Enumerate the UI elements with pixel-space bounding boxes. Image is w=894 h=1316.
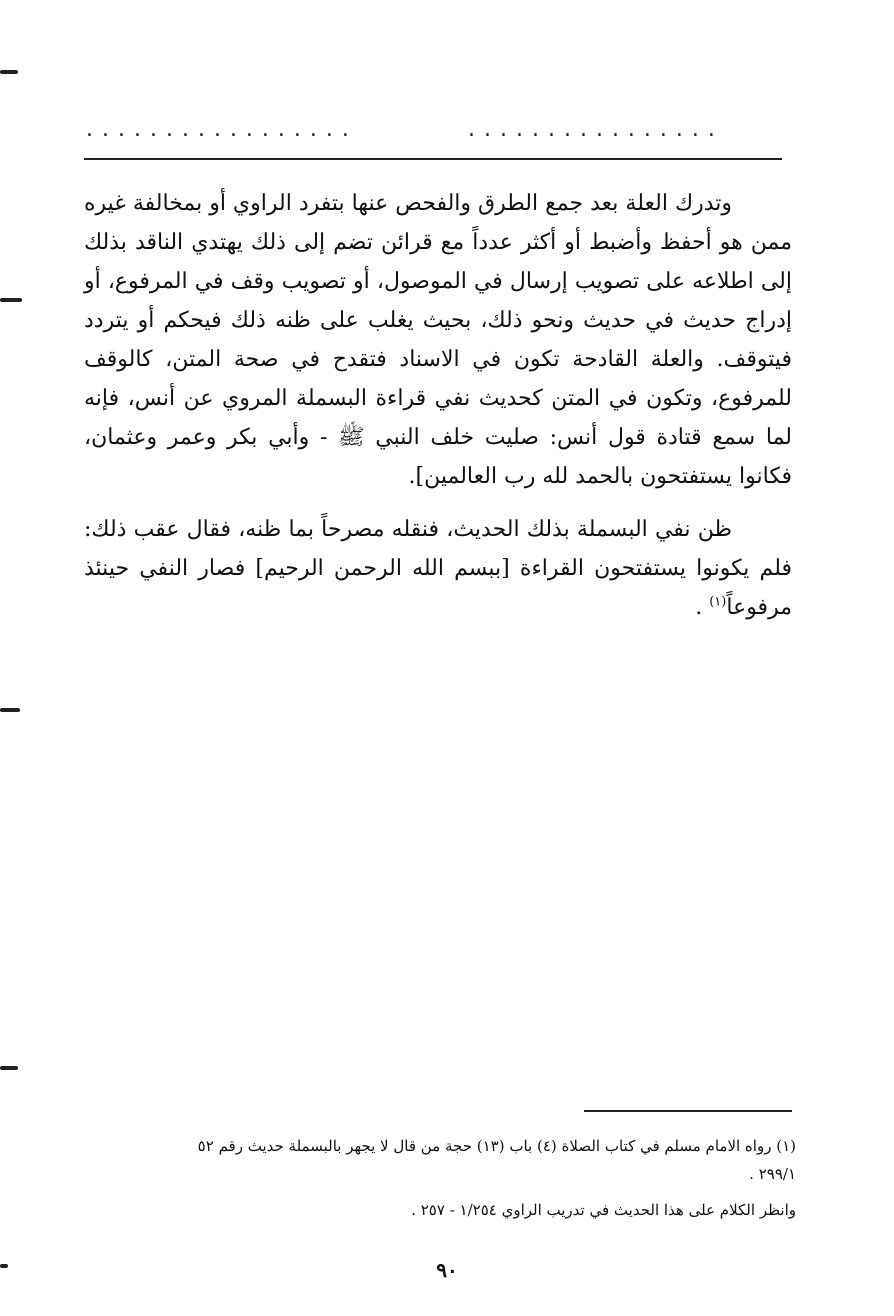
footnote-1-continuation: ٢٩٩/١ . <box>749 1165 796 1183</box>
footnote-2: وانظر الكلام على هذا الحديث في تدريب الراوي ١/٢٥٤ - ٢٥٧ . <box>411 1201 796 1219</box>
paragraph-text: ظن نفي البسملة بذلك الحديث، فنقله مصرحاً بما ظنه، فقال عقب ذلك: فلم يكونوا يستفتحون القراءة [ببسم الله الرحمن الرحيم] فصار النفي حينئذ مرفوعاً <box>84 517 792 620</box>
footnote-1: (١) رواه الامام مسلم في كتاب الصلاة (٤) باب (١٣) حجة من قال لا يجهر بالبسملة حديث رقم ٥٢ <box>197 1137 796 1155</box>
page-number: ٩٠ <box>436 1258 458 1282</box>
footnotes <box>84 1132 796 1224</box>
header-dots-right: ................ <box>468 117 724 142</box>
paragraph: وتدرك العلة بعد جمع الطرق والفحص عنها بتفرد الراوي أو بمخالفة غيره ممن هو أحفظ وأضبط أو أكثر عدداً مع قرائن تضم إلى ذلك يهتدي الناقد بذلك إلى اطلاعه على تصويب إرسال في الموصول، أو تصويب وقف في المرفوع، أو إدراج حديث في حديث ونحو ذلك، بحيث يغلب على ظنه ذلك فيحكم أو يتردد فيتوقف. والعلة القادحة تكون في الاسناد فتقدح في صحة المتن، كالوقف للمرفوع، وتكون في المتن كحديث نفي قراءة البسملة المروي عن أنس، فإنه لما سمع قتادة قول أنس: صليت خلف النبي ﷺ - وأبي بكر وعمر وعثمان، فكانوا يستفتحون بالحمد لله رب العالمين]. <box>84 191 793 489</box>
scan-edge-mark <box>0 708 20 712</box>
paragraph <box>84 510 792 627</box>
footnote-rule <box>584 1110 792 1112</box>
scan-edge-mark <box>0 1066 18 1070</box>
footnote-reference: (١) <box>709 594 727 610</box>
header-dots-left: ................. <box>86 117 358 142</box>
paragraph-end: . <box>695 595 710 620</box>
main-text <box>84 184 792 627</box>
scan-edge-mark <box>0 298 22 302</box>
header-rule <box>84 158 782 160</box>
scan-edge-mark <box>0 70 18 74</box>
